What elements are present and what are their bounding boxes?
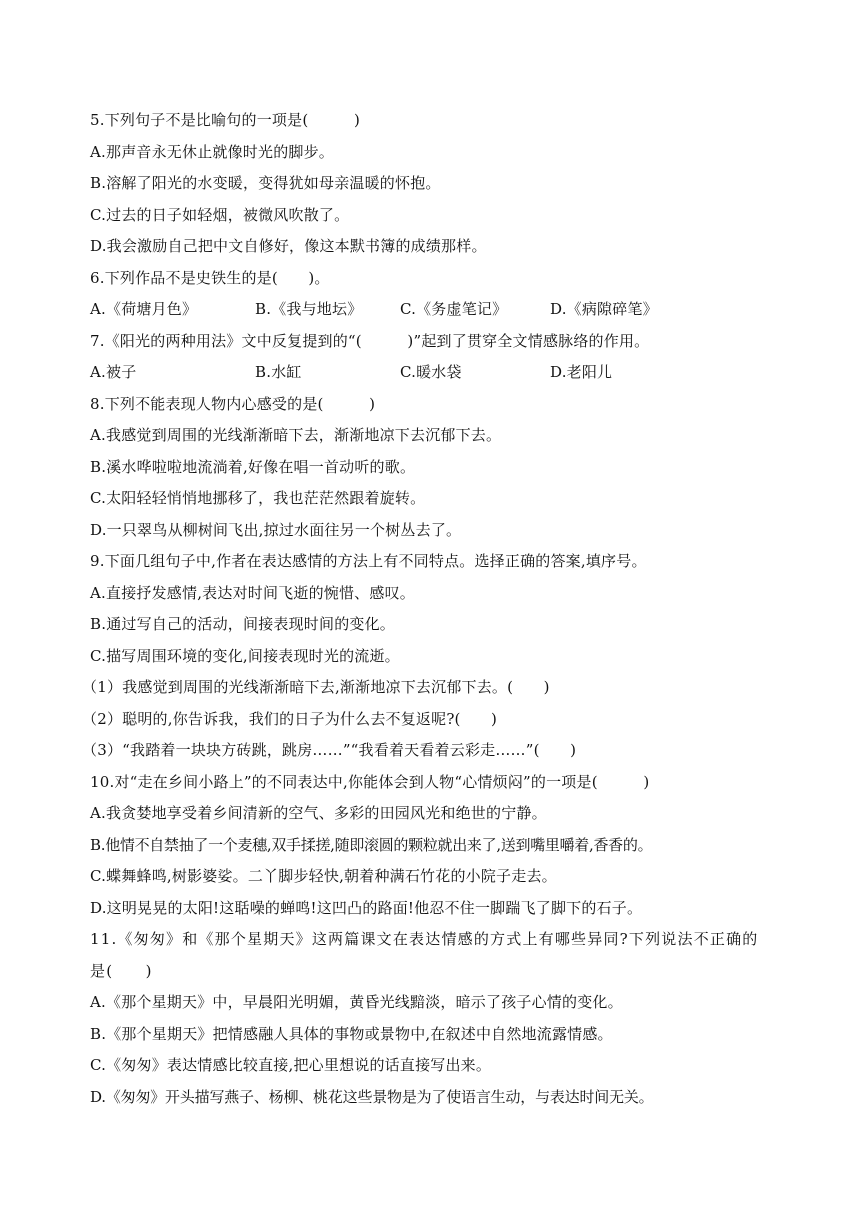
- question-5-option-b: B.溶解了阳光的水变暖，变得犹如母亲温暖的怀抱。: [90, 174, 441, 192]
- question-7-option-c: C.暖水袋: [400, 363, 462, 381]
- question-8-option-d: D.一只翠鸟从柳树间飞出,掠过水面往另一个树丛去了。: [90, 520, 462, 539]
- question-9-item-1: （1）我感觉到周围的光线渐渐暗下去,渐渐地凉下去沉郁下去。( ): [82, 678, 550, 696]
- question-11-option-a: A.《那个星期天》中，早晨阳光明媚，黄昏光线黯淡，暗示了孩子心情的变化。: [90, 993, 623, 1011]
- question-5-option-d: D.我会激励自己把中文自修好，像这本默书簿的成绩那样。: [90, 237, 487, 255]
- question-list: [82, 105, 780, 1113]
- question-5-option-a: A.那声音永无休止就像时光的脚步。: [90, 142, 335, 161]
- question-6-option-b: B.《我与地坛》: [255, 300, 363, 318]
- question-9-option-b: B.通过写自己的活动，间接表现时间的变化。: [90, 615, 395, 633]
- question-7-stem: 7.《阳光的两种用法》文中反复提到的“( )”起到了贯穿全文情感脉络的作用。: [90, 331, 650, 350]
- question-10-option-a: A.我贪婪地享受着乡间清新的空气、多彩的田园风光和绝世的宁静。: [90, 804, 547, 822]
- question-9-option-a: A.直接抒发感情,表达对时间飞逝的惋惜、感叹。: [90, 583, 415, 602]
- question-11-option-b: B.《那个星期天》把情感融人具体的事物或景物中,在叙述中自然地流露情感。: [90, 1024, 613, 1043]
- question-8-stem: 8.下列不能表现人物内心感受的是( ): [90, 394, 376, 413]
- question-7-options: [90, 357, 780, 389]
- question-10-option-b: B.他情不自禁抽了一个麦穗,双手揉搓,随即滚圆的颗粒就出来了,送到嘴里嚼着,香香的。: [90, 835, 653, 854]
- question-10-stem: 10.对“走在乡间小路上”的不同表达中,你能体会到人物“心情烦闷”的一项是( ): [90, 772, 650, 791]
- question-6-stem: 6.下列作品不是史铁生的是( )。: [90, 268, 330, 287]
- question-11-stem: 11.《匆匆》和《那个星期天》这两篇课文在表达情感的方式上有哪些异同?下列说法不正确的是( ): [90, 930, 759, 980]
- question-6-option-c: C.《务虚笔记》: [400, 300, 508, 318]
- question-8-option-b: B.溪水哗啦啦地流淌着,好像在唱一首动听的歌。: [90, 457, 416, 476]
- question-7-option-a: A.被子: [90, 363, 137, 381]
- question-5-stem: 5.下列句子不是比喻句的一项是( ): [90, 111, 361, 129]
- question-9-stem: 9.下面几组句子中,作者在表达感情的方法上有不同特点。选择正确的答案,填序号。: [90, 552, 647, 570]
- question-7-option-b: B.水缸: [255, 363, 302, 381]
- question-11-option-d: D.《匆匆》开头描写燕子、杨柳、桃花这些景物是为了使语言生动，与表达时间无关。: [90, 1087, 654, 1106]
- question-6-option-d: D.《病隙碎笔》: [550, 300, 658, 318]
- question-6-options: [90, 294, 780, 326]
- question-9-item-3: （3）“我踏着一块块方砖跳，跳房……”“我看着天看着云彩走……”( ): [82, 741, 577, 759]
- question-10-option-d: D.这明晃晃的太阳!这聒噪的蝉鸣!这凹凸的路面!他忍不住一脚踹飞了脚下的石子。: [90, 898, 643, 917]
- question-9-option-c: C.描写周围环境的变化,间接表现时光的流逝。: [90, 646, 400, 665]
- question-11-option-c: C.《匆匆》表达情感比较直接,把心里想说的话直接写出来。: [90, 1056, 492, 1074]
- question-9-item-2: （2）聪明的,你告诉我，我们的日子为什么去不复返呢?( ): [82, 709, 498, 728]
- question-7-option-d: D.老阳儿: [550, 363, 613, 381]
- question-5-option-c: C.过去的日子如轻烟，被微风吹散了。: [90, 205, 350, 224]
- question-8-option-c: C.太阳轻轻悄悄地挪移了，我也茫茫然跟着旋转。: [90, 489, 426, 507]
- question-6-option-a: A.《荷塘月色》: [90, 300, 198, 318]
- question-10-option-c: C.蝶舞蜂鸣,树影婆娑。二丫脚步轻快,朝着种满石竹花的小院子走去。: [90, 867, 557, 885]
- question-8-option-a: A.我感觉到周围的光线渐渐暗下去，渐渐地凉下去沉郁下去。: [90, 426, 502, 444]
